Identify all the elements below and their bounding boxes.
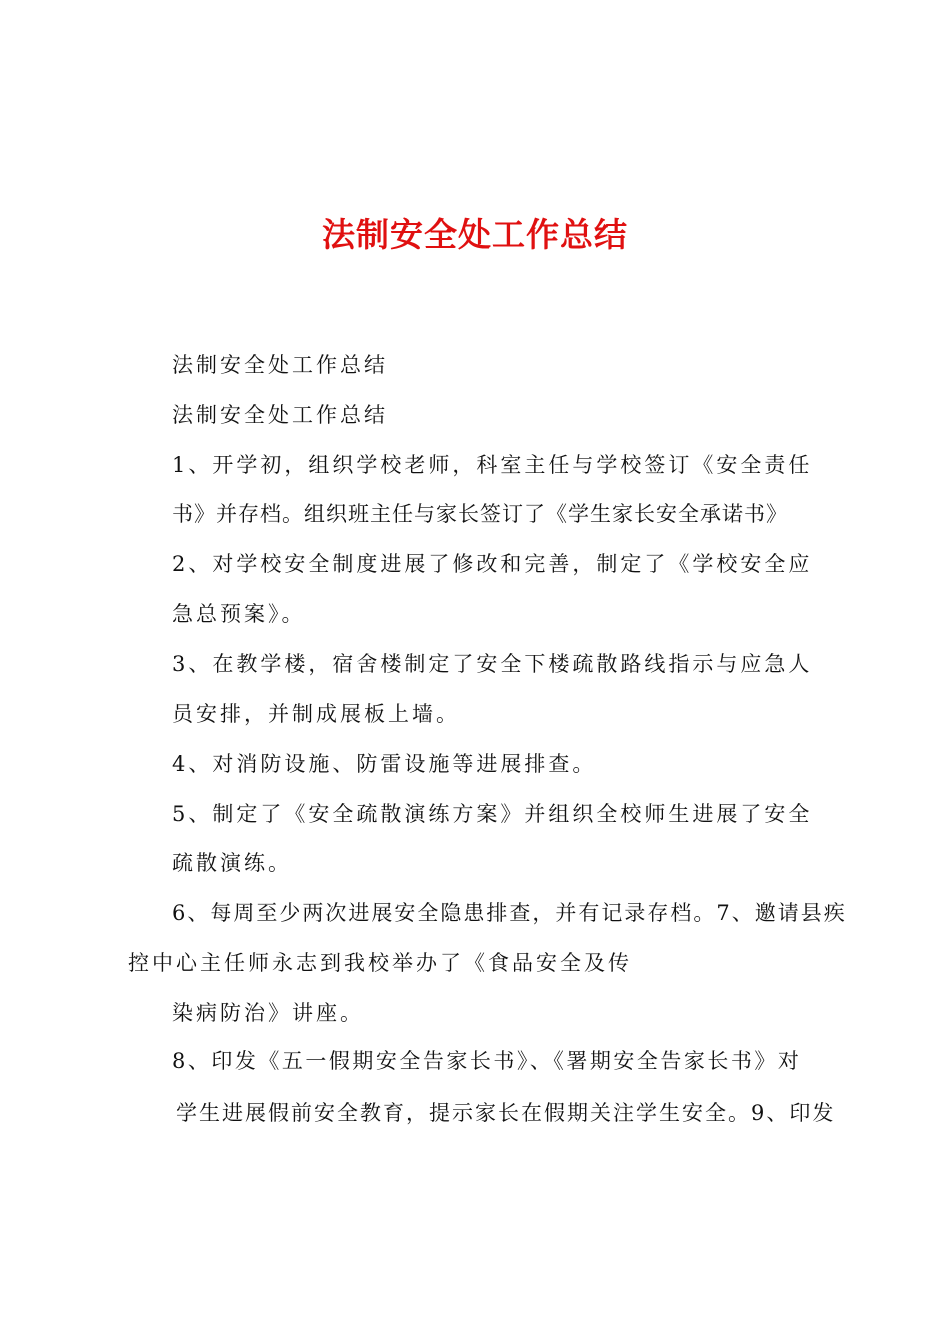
body-line-10: 5、制定了《安全疏散演练方案》并组织全校师生进展了安全 [172, 802, 813, 826]
body-line-11: 疏散演练。 [172, 851, 292, 875]
document-title: 法制安全处工作总结 [322, 215, 628, 254]
body-line-13: 控中心主任师永志到我校举办了《食品安全及传 [128, 951, 632, 975]
body-line-2: 法制安全处工作总结 [172, 403, 388, 427]
body-line-6: 急总预案》。 [172, 602, 306, 626]
body-line-3: 1、开学初，组织学校老师，科室主任与学校签订《安全责任 [172, 453, 813, 477]
body-line-1: 法制安全处工作总结 [172, 353, 388, 377]
body-line-7: 3、在教学楼，宿舍楼制定了安全下楼疏散路线指示与应急人 [172, 652, 813, 676]
body-line-15: 8、印发《五一假期安全告家长书》、《署期安全告家长书》对 [172, 1049, 802, 1073]
body-line-14: 染病防治》讲座。 [172, 1001, 364, 1025]
body-line-5: 2、对学校安全制度进展了修改和完善，制定了《学校安全应 [172, 552, 813, 576]
body-line-9: 4、对消防设施、防雷设施等进展排查。 [172, 752, 597, 776]
body-line-8: 员安排，并制成展板上墙。 [172, 702, 460, 726]
body-line-12: 6、每周至少两次进展安全隐患排查，并有记录存档。7、邀请县疾 [172, 901, 847, 925]
body-line-4: 书》并存档。组织班主任与家长签订了《学生家长安全承诺书》 [172, 502, 788, 526]
body-line-16: 学生进展假前安全教育，提示家长在假期关注学生安全。9、印发 [176, 1101, 836, 1125]
